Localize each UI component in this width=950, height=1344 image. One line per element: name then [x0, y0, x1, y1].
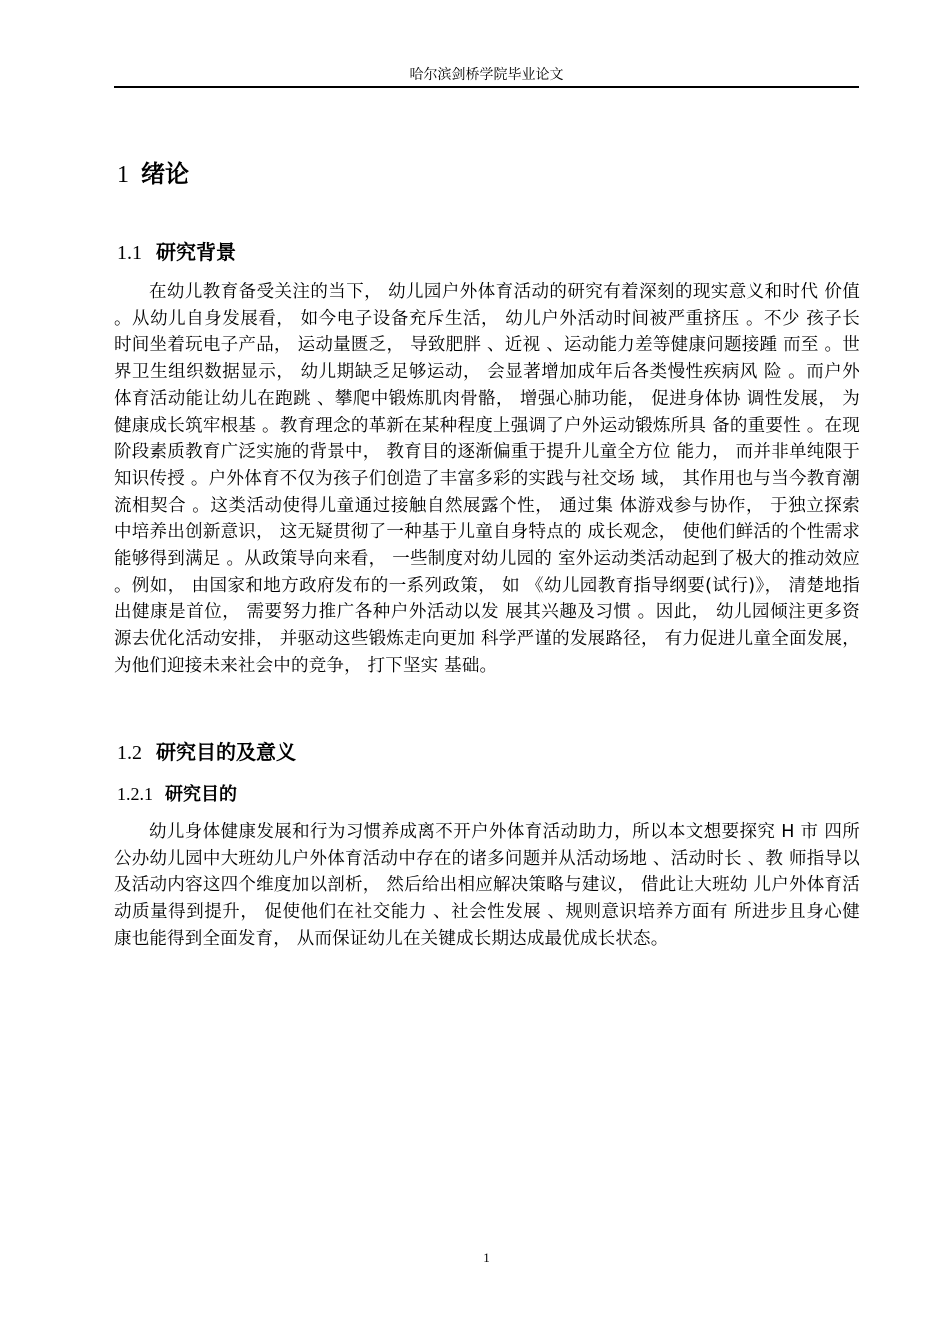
running-header-title: 哈尔滨剑桥学院毕业论文 [409, 67, 564, 83]
section-number-background: 1.1 [117, 242, 142, 264]
background-paragraph: 在幼儿教育备受关注的当下， 幼儿园户外体育活动的研究有着深刻的现实意义和时代 价值 。从幼儿自身发展看， 如今电子设备充斥生活， 幼儿户外活动时间被严重挤压 。不少 孩子长时间坐着玩电子产品， 运动量匮乏， 导致肥胖 、近视 、运动能力差等健康问题接踵 而至 。世界卫生组织数据显示， 幼儿期缺乏足够运动， 会显著增加成年后各类慢性疾病风 险 。而户外体育活动能让幼儿在跑跳 、攀爬中锻炼肌肉骨骼， 增强心肺功能， 促进身体协 调性发展， 为健康成长筑牢根基 。教育理念的革新在某种程度上强调了户外运动锻炼所具 备的重要性 。在现阶段素质教育广泛实施的背景中， 教育目的逐渐偏重于提升儿童全方位 能力， 而并非单纯限于知识传授 。户外体育不仅为孩子们创造了丰富多彩的实践与社交场 域， 其作用也与当今教育潮流相契合 。这类活动使得儿童通过接触自然展露个性， 通过集 体游戏参与协作， 于独立探索中培养出创新意识， 这无疑贯彻了一种基于儿童自身特点的 成长观念， 使他们鲜活的个性需求能够得到满足 。从政策导向来看， 一些制度对幼儿园的 室外运动类活动起到了极大的推动效应 。例如， 由国家和地方政府发布的一系列政策， 如 《幼儿园教育指导纲要(试行)》， 清楚地指出健康是首位， 需要努力推广各种户外活动以发 展其兴趣及习惯 。因此， 幼儿园倾注更多资源去优化活动安排， 并驱动这些锻炼走向更加 科学严谨的发展路径， 有力促进儿童全面发展， 为他们迎接未来社会中的竞争， 打下坚实 基础。 [114, 282, 860, 676]
page-number: 1 [483, 1250, 490, 1265]
section-heading-purpose [117, 738, 296, 767]
chapter-number: 1 [117, 162, 129, 188]
section-number-purpose: 1.2 [117, 742, 142, 764]
section-heading-background [117, 238, 236, 267]
running-header [114, 66, 859, 84]
subsection-title-goal: 研究目的 [165, 784, 237, 805]
chapter-heading [117, 158, 189, 191]
header-rule [114, 86, 859, 88]
section-title-purpose: 研究目的及意义 [156, 740, 296, 764]
goal-paragraph: 幼儿身体健康发展和行为习惯养成离不开户外体育活动助力，所以本文想要探究 H 市 四所公办幼儿园中大班幼儿户外体育活动中存在的诸多问题并从活动场地 、活动时长 、教 师指导以及活动内容这四个维度加以剖析， 然后给出相应解决策略与建议， 借此让大班幼 儿户外体育活动质量得到提升， 促使他们在社交能力 、社会性发展 、规则意识培养方面有 所进步且身心健康也能得到全面发育， 从而保证幼儿在关键成长期达成最优成长状态。 [114, 822, 860, 949]
section-title-background: 研究背景 [156, 240, 236, 264]
subsection-heading-goal [117, 781, 237, 808]
chapter-title: 绪论 [141, 160, 189, 188]
subsection-number-goal: 1.2.1 [117, 784, 153, 804]
